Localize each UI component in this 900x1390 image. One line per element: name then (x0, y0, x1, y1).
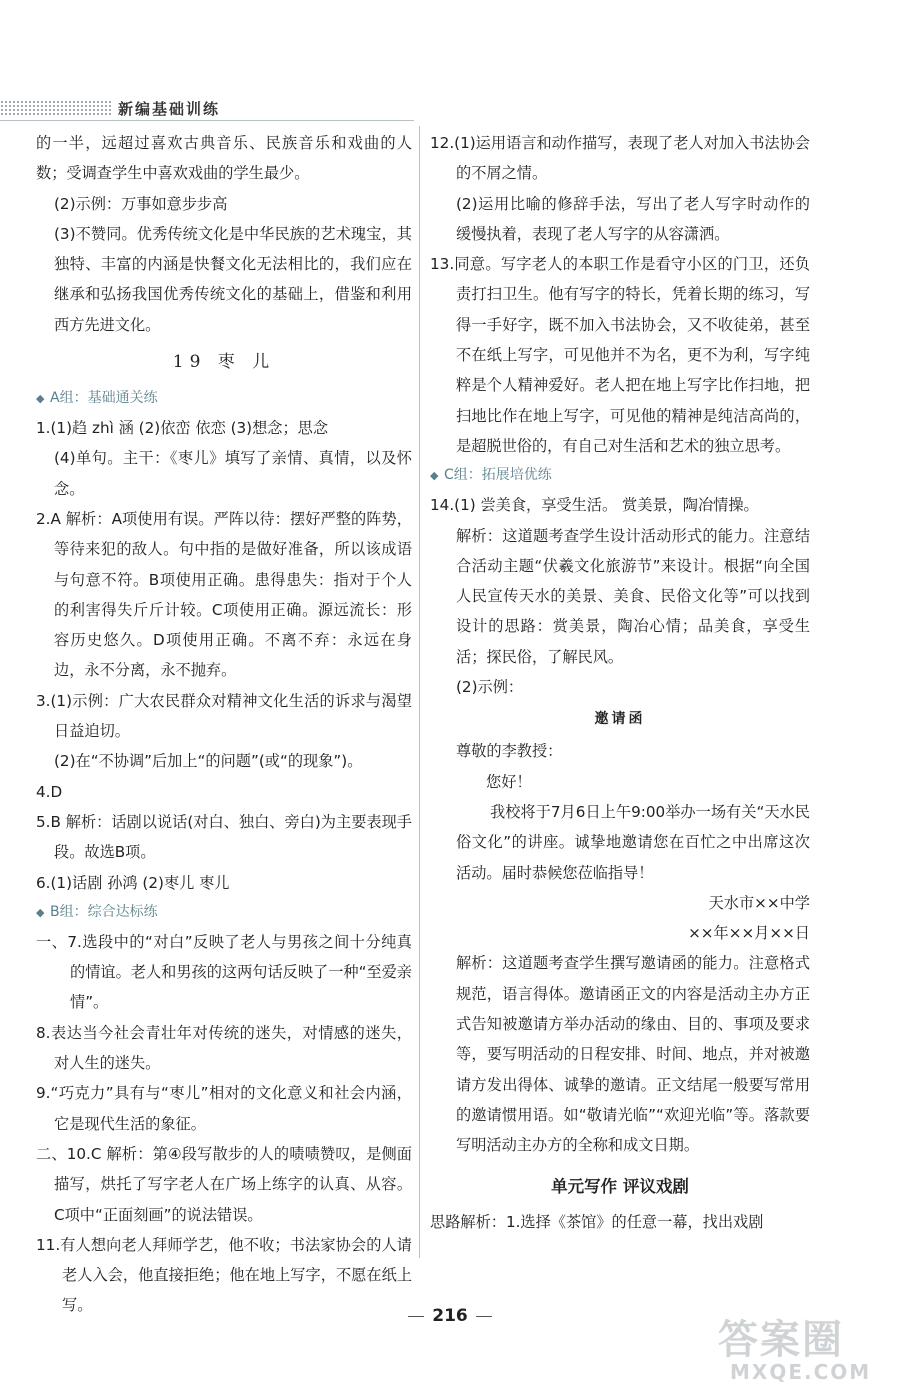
answer-item: 3.(1)示例：广大农民群众对精神文化生活的诉求与渴望日益迫切。 (36, 691, 412, 741)
header-rule (0, 120, 414, 121)
letter-salutation: 尊敬的李教授： (456, 742, 563, 761)
page-number: 216 (0, 1306, 900, 1326)
letter-title: 邀请函 (594, 711, 646, 728)
diamond-icon: ◆ (36, 392, 45, 406)
column-divider (419, 126, 420, 1258)
answer-item: (2)在“不协调”后加上“的问题”(或“的现象”)。 (54, 752, 363, 771)
letter-date: ××年××月××日 (688, 924, 810, 943)
group-heading-b: ◆ B组：综合达标练 (36, 898, 412, 927)
group-heading-a: ◆ A组：基础通关练 (36, 384, 412, 413)
header-title: 新编基础训练 (118, 100, 221, 118)
answer-text: (2)示例：万事如意步步高 (54, 194, 228, 213)
answer-item: 二、10.C 解析：第④段写散步的人的啧啧赞叹，是侧面描写，烘托了写字老人在广场上练字的认真、从容。C项中“正面刻画”的说法错误。 (36, 1144, 412, 1224)
dash-decoration (476, 1316, 492, 1317)
analysis-text: 解析：这道题考查学生设计活动形式的能力。注意结合活动主题“伏羲文化旅游节”来设计。根据“向全国人民宣传天水的美景、美食、民俗文化等”可以找到设计的思路：赏美景，陶冶心情；品美食，享受生活；探民俗，了解民风。 (456, 526, 810, 666)
left-column (36, 128, 412, 1321)
unit-writing-text: 思路解析：1.选择《茶馆》的任意一幕，找出戏剧 (430, 1212, 764, 1231)
right-column (430, 128, 810, 1237)
answer-item: (2)示例： (456, 678, 524, 697)
analysis-text: 解析：这道题考查学生撰写邀请函的能力。注意格式规范，语言得体。邀请函正文的内容是活动主办方正式告知被邀请方举办活动的缘由、目的、事项及要求等，要写明活动的日程安排、时间、地点，并对被邀请方发出得体、诚挚的邀请。正文结尾一般要写常用的邀请惯用语。如“敬请光临”“欢迎光临”等。落款要写明活动主办方的全称和成文日期。 (456, 954, 810, 1155)
letter-greeting: 您好！ (486, 772, 532, 791)
answer-text: 的一半，远超过喜欢古典音乐、民族音乐和戏曲的人数；受调查学生中喜欢戏曲的学生最少。 (36, 134, 412, 183)
dash-decoration (408, 1316, 424, 1317)
answer-item: 一、7.选段中的“对白”反映了老人与男孩之间十分纯真的情谊。老人和男孩的这两句话反映了一种“至爱亲情”。 (36, 932, 412, 1012)
answer-item: 14.(1) 尝美食，享受生活。 赏美景，陶冶情操。 (430, 496, 759, 515)
diamond-icon: ◆ (430, 469, 439, 483)
letter-sender: 天水市××中学 (708, 893, 810, 912)
answer-item: 1.(1)趋 zhì 涵 (2)依峦 依恋 (3)想念；思念 (36, 419, 329, 438)
header-decoration (0, 100, 112, 116)
watermark-top: 答案圈 (718, 1316, 844, 1363)
answer-item: 8.表达当今社会青壮年对传统的迷失，对情感的迷失，对人生的迷失。 (36, 1023, 412, 1073)
letter-body: 我校将于7月6日上午9:00举办一场有关“天水民俗文化”的讲座。诚挚地邀请您在百忙之中出席这次活动。届时恭候您莅临指导！ (456, 802, 810, 882)
answer-item: 12.(1)运用语言和动作描写，表现了老人对加入书法协会的不屑之情。 (430, 134, 810, 183)
answer-text: (3)不赞同。优秀传统文化是中华民族的艺术瑰宝，其独特、丰富的内涵是快餐文化无法相比的，我们应在继承和弘扬我国优秀传统文化的基础上，借鉴和利用西方先进文化。 (54, 224, 412, 334)
answer-item: 11.有人想向老人拜师学艺，他不收；书法家协会的人请老人入会，他直接拒绝；他在地上写字，不愿在纸上写。 (36, 1235, 412, 1315)
answer-item: 9.“巧克力”具有与“枣儿”相对的文化意义和社会内涵，它是现代生活的象征。 (36, 1084, 412, 1133)
lesson-title: 19 枣 儿 (172, 352, 276, 373)
watermark-logo (718, 1318, 888, 1384)
answer-item: 4.D (36, 782, 63, 801)
diamond-icon: ◆ (36, 905, 45, 919)
answer-item: 13.同意。写字老人的本职工作是看守小区的门卫，还负责打扫卫生。他有写字的特长，凭着长期的练习，写得一手好字，既不加入书法协会，又不收徒弟，甚至不在纸上写字，可见他并不为名，更不为利，写字纯粹是个人精神爱好。老人把在地上写字比作扫地，把扫地比作在地上写字，可见他的精神是纯洁高尚的，是超脱世俗的，有自己对生活和艺术的独立思考。 (430, 255, 810, 455)
group-heading-c: ◆ C组：拓展培优练 (430, 461, 810, 490)
answer-item: (4)单句。主干：《枣儿》填写了亲情、真情，以及怀念。 (54, 449, 412, 498)
watermark-bottom: MXQE.COM (730, 1360, 872, 1384)
answer-item: 6.(1)话剧 孙鸿 (2)枣儿 枣儿 (36, 873, 230, 892)
answer-item: 2.A 解析：A项使用有误。严阵以待：摆好严整的阵势，等待来犯的敌人。句中指的是做好准备，所以该成语与句意不符。B项使用正确。患得患失：指对于个人的利害得失斤斤计较。C项使用正确。源远流长：形容历史悠久。D项使用正确。不离不弃：永远在身边，永不分离，永不抛弃。 (36, 509, 412, 680)
unit-writing-title: 单元写作 评议戏剧 (551, 1176, 689, 1196)
answer-item: 5.B 解析：话剧以说话(对白、独白、旁白)为主要表现手段。故选B项。 (36, 812, 412, 862)
answer-item: (2)运用比喻的修辞手法，写出了老人写字时动作的缓慢执着，表现了老人写字的从容潇洒。 (456, 194, 810, 243)
